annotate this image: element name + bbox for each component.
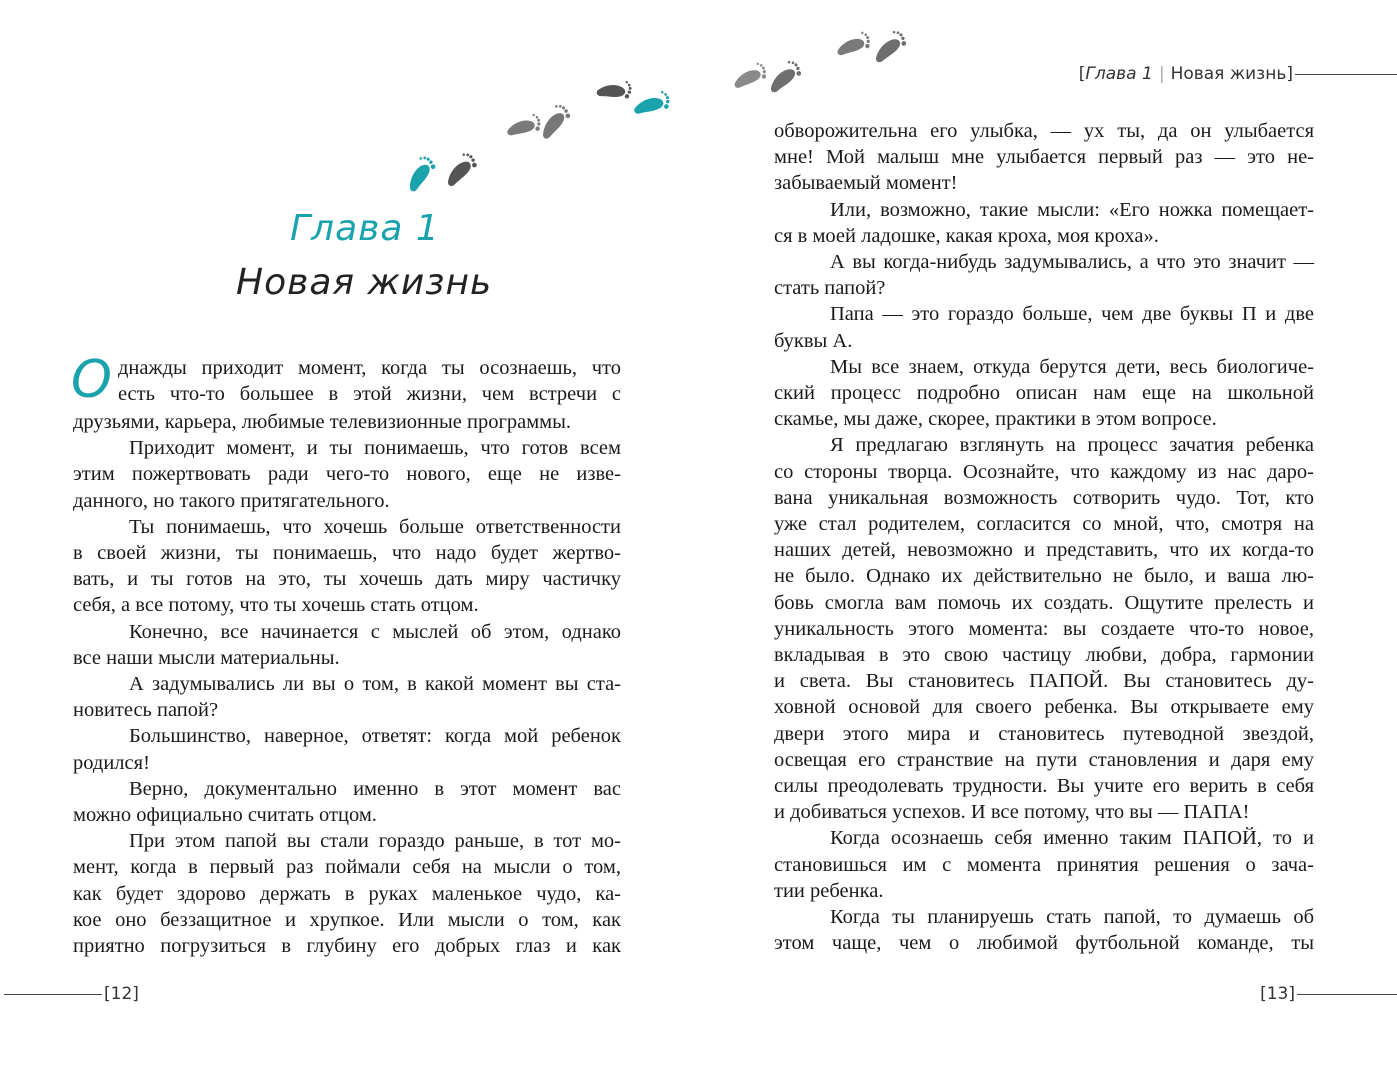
text-line: ся в моей ладошке, какая кроха, моя кроха». <box>774 224 1159 247</box>
running-header-separator: | <box>1158 64 1165 84</box>
text-line: вать, и ты готов на это, ты хочешь дать миру частичку <box>73 568 621 591</box>
left-page <box>0 0 698 1080</box>
page-number: [12] <box>104 984 139 1004</box>
page-number-right <box>1260 984 1397 1004</box>
drop-cap: О <box>71 350 112 410</box>
text-line: Конечно, все начинается с мыслей об этом, однако <box>129 620 621 643</box>
text-line: Папа — это гораздо больше, чем две буквы П и две <box>830 303 1314 326</box>
text-line: Когда осознаешь себя именно таким ПАПОЙ, то и <box>830 827 1314 850</box>
text-line: в своей жизни, ты понимаешь, что надо будет жертво- <box>73 542 621 565</box>
text-line: уникальность этого момента: вы создаете что-то новое, <box>774 617 1314 640</box>
running-header-chapter: Глава 1 <box>1085 64 1153 84</box>
text-line: все наши мысли материальны. <box>73 646 340 669</box>
paragraph <box>71 350 621 435</box>
text-line: мне! Мой малыш мне улыбается первый раз — это не- <box>774 146 1314 169</box>
text-line: скамье, мы даже, скорее, практики в этом вопросе. <box>774 408 1217 431</box>
text-line: Большинство, наверное, ответят: когда мой ребенок <box>129 725 621 748</box>
left-page-body <box>71 350 621 959</box>
paragraph <box>73 723 621 775</box>
text-line: При этом папой вы стали гораздо раньше, в тот мо- <box>129 830 621 853</box>
paragraph <box>73 619 621 671</box>
text-line: этом чаще, чем о любимой футбольной команде, ты <box>774 932 1314 955</box>
page-number-left <box>4 984 139 1004</box>
text-line: со стороны творца. Осознайте, что каждому из нас даро- <box>774 460 1314 483</box>
paragraph <box>73 776 621 828</box>
paragraph <box>774 249 1314 301</box>
text-line: буквы А. <box>774 329 853 352</box>
text-line: мент, когда в первый раз поймали себя на мысли о том, <box>73 856 621 879</box>
text-line: Или, возможно, такие мысли: «Его ножка помещает- <box>830 198 1314 221</box>
text-line: данного, но такого притягательного. <box>73 489 390 512</box>
text-line: бовь смогла вам помочь их создать. Ощутите прелесть и <box>774 591 1314 614</box>
text-line: себя, а все потому, что ты хочешь стать отцом. <box>73 594 479 617</box>
text-line: освещая его странствие на пути становления и даря ему <box>774 748 1314 771</box>
header-rule <box>1295 74 1397 75</box>
folio-rule <box>1297 994 1397 995</box>
text-line: А вы когда-нибудь задумывались, а что это значит — <box>830 251 1314 274</box>
text-line: силы преодолевать трудности. Вы учите его верить в себя <box>774 775 1314 798</box>
text-line: уже стал родителем, согласится со мной, что, смотря на <box>774 513 1314 536</box>
text-line: Я предлагаю взглянуть на процесс зачатия ребенка <box>830 434 1314 457</box>
right-page-body <box>774 118 1314 957</box>
text-line: забываемый момент! <box>774 172 958 195</box>
text-line: кое оно беззащитное и хрупкое. Или мысли о том, как <box>73 908 621 931</box>
text-line: и света. Вы становитесь ПАПОЙ. Вы становитесь ду- <box>774 670 1314 693</box>
text-line: новитесь папой? <box>73 699 219 722</box>
paragraph <box>73 514 621 619</box>
text-line: вкладывая в это свою частицу любви, добра, гармонии <box>774 644 1314 667</box>
text-line: есть что-то большее в этой жизни, чем встречи с <box>117 383 621 406</box>
text-line: Мы все знаем, откуда берутся дети, весь биологиче- <box>830 355 1314 378</box>
page-number: [13] <box>1260 984 1295 1004</box>
text-line: ховной основой для своего ребенка. Вы открываете ему <box>774 696 1314 719</box>
text-line: А задумывались ли вы о том, в какой момент вы ста- <box>129 673 621 696</box>
text-line: становишься им с момента принятия решения о зача- <box>774 853 1314 876</box>
text-line: родился! <box>73 751 150 774</box>
folio-rule <box>4 994 102 995</box>
paragraph <box>774 301 1314 353</box>
text-line: друзьями, карьера, любимые телевизионные программы. <box>73 411 572 433</box>
paragraph <box>774 432 1314 825</box>
text-line: не было. Однако их действительно не было, и ваша лю- <box>774 565 1314 588</box>
text-line: приятно погрузиться в глубину его добрых глаз и как <box>73 935 621 958</box>
paragraph <box>73 671 621 723</box>
chapter-title: Новая жизнь <box>236 262 493 303</box>
text-line: стать папой? <box>774 277 886 300</box>
paragraph <box>774 118 1314 197</box>
text-line: как будет здорово держать в руках маленькое чудо, ка- <box>73 882 621 905</box>
paragraph <box>73 828 621 959</box>
text-line: наших детей, невозможно и представить, что их когда-то <box>774 539 1314 562</box>
running-header: [ Глава 1 | Новая жизнь ] <box>1079 64 1397 84</box>
text-line: обворожительна его улыбка, — ух ты, да он улыбается <box>774 120 1314 142</box>
paragraph <box>774 904 1314 956</box>
text-line: двери этого мира и становитесь путеводной звездой, <box>774 722 1314 745</box>
text-line: вана уникальная возможность сотворить чудо. Тот, кто <box>774 486 1314 509</box>
text-line: днажды приходит момент, когда ты осознаешь, что <box>117 357 621 379</box>
text-line: можно официально считать отцом. <box>73 804 377 827</box>
paragraph <box>73 435 621 514</box>
paragraph <box>774 825 1314 904</box>
chapter-number: Глава 1 <box>290 208 440 249</box>
paragraph <box>774 197 1314 249</box>
text-line: ский процесс подробно описан нам еще на школьной <box>774 382 1314 405</box>
text-line: тии ребенка. <box>774 879 884 902</box>
text-line: и добиваться успехов. И все потому, что вы — ПАПА! <box>774 801 1250 824</box>
paragraph <box>774 354 1314 433</box>
right-page <box>698 0 1397 1080</box>
text-line: Когда ты планируешь стать папой, то думаешь об <box>830 906 1314 929</box>
text-line: Верно, документально именно в этот момент вас <box>129 777 621 800</box>
text-line: Приходит момент, и ты понимаешь, что готов всем <box>129 437 621 460</box>
text-line: этим пожертвовать ради чего-то нового, еще не изве- <box>73 463 621 486</box>
text-line: Ты понимаешь, что хочешь больше ответственности <box>129 515 621 538</box>
running-header-title: Новая жизнь <box>1170 64 1287 84</box>
